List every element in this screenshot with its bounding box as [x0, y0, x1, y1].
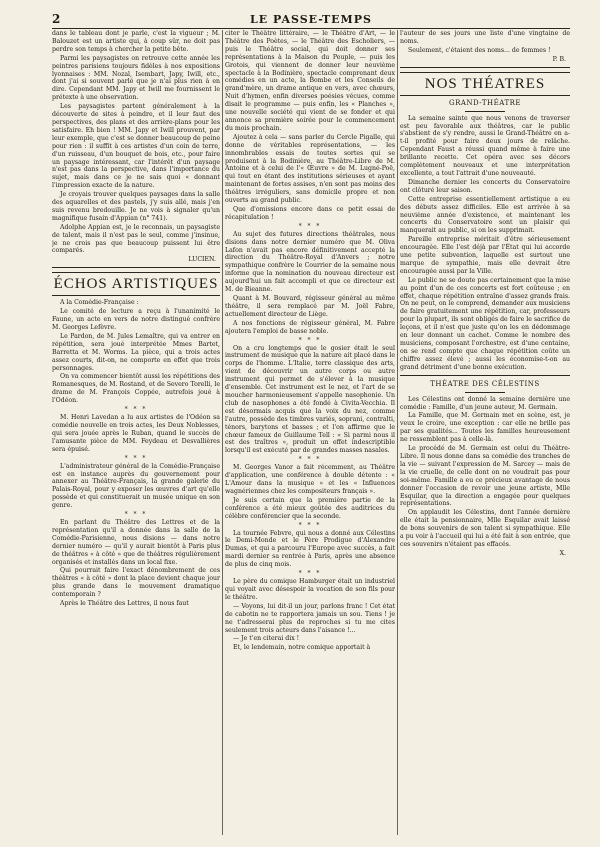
paragraph: L'administrateur général de la Comédie-Française est en instance auprès du gouvernement pour annexer au Théâtre-Français, la grande galerie du Palais-Royal, pour y exposer les œuvres d'art qu'elle possède et qui constituerait un musée unique en son genre.	[52, 462, 220, 510]
paragraph: Je croyais trouver quelques paysages dans la salle des aquarelles et des pastels, j'y suis allé, mais j'en suis revenu bredouille. Je ne vois à signaler qu'un magnifique fusain d'Appian (n° 741).	[52, 191, 220, 222]
author-signature: P. B.	[552, 55, 566, 63]
short-rule	[465, 392, 505, 393]
paragraph: Le Pardon, de M. Jules Lemaître, qui va entrer en répétition, sera joué interprétée Mmes Bartet, Barretta et M. Worms. La pièce, qui a trois actes assez courts, dit-on, ne comporte en effet que trois personnages.	[52, 332, 220, 372]
column-rule	[397, 30, 398, 835]
paragraph: La Famille, que M. Germain met en scène, est, je veux le croire, une exception : car elle ne brille pas par ses qualités... Toutes les familles heureusement ne ressemblent pas à celle-là.	[400, 412, 570, 444]
paragraph: — Je t'en citerai dix !	[233, 635, 300, 643]
paragraph: Les Célestins ont donné la semaine dernière une comédie : Famille, d'un jeune auteur, M. Germain.	[400, 395, 570, 411]
paragraph: Qui pourrait faire l'exact dénombrement de ces théâtres « à côté » dont la place devient chaque jour plus grande dans le mouvement dramatique contemporain ?	[52, 567, 220, 599]
paragraph: Adolphe Appian est, je le reconnais, un paysagiste de talent, mais il n'est pas le seul, comme j'insinue, je ne crois pas que beaucoup puissent lui être comparés.	[52, 223, 220, 255]
divider	[400, 375, 570, 376]
subsection-title-celestins: THÉATRE DES CÉLESTINS	[430, 379, 540, 388]
paragraph: M. Henri Lavedan a lu aux artistes de l'Odéon sa comédie nouvelle en trois actes, les Deux Noblesses, qui sera jouée après le Ruban, quand le succès de l'amusante pièce de MM. Feydeau et Desvallières sera épuisé.	[52, 414, 220, 453]
paragraph: Et, le lendemain, notre comique apportait à	[233, 644, 371, 652]
paragraph: Ajoutez à cela — sans parler du Cercle Pigalle, qui donne de véritables représentations, — les innombrables essais de toutes sortes qui se produisent à la Bodinière, au Théâtre-Libre de M. Antoine et à celui de l'« Œuvre » de M. Lugné-Poë, qui tout en étant des institutions sérieuses et ayant maintenant de fortes assises, n'en sont pas moins des théâtres irréguliers, sans domicile propre et non ouverts au grand public.	[225, 133, 395, 205]
paragraph: Le père du comique Hamburger était un industriel qui voyait avec désespoir la vocation de son fils pour le théâtre.	[225, 578, 395, 601]
paragraph: En parlant du Théâtre des Lettres et de la représentation qu'il a donnée dans la salle de la Comédie-Parisienne, nous disions — dans notre dernier numéro — qu'il y aurait bientôt à Paris plus de théâtres « à côté » que de théâtres régulièrement organisés et installés dans un local fixe.	[52, 519, 220, 566]
paragraph: Le procédé de M. Germain est celui du Théâtre-Libre. Il nous donne dans sa comédie des tranches de la vie — suivant l'expression de M. Sarcey — mais de la vie cruelle, de celle dont on ne voudrait pas pour soi-même. Famille a eu ce précieux avantage de nous donner l'occasion de revoir une jeune artiste, Mlle Esquilar, que la direction a engagée pour quelques représentations.	[400, 445, 570, 508]
paragraph: Quant à M. Bouvard, régisseur général au même théâtre, il sera remplacé par M. Joël Fabre, actuellement directeur de Liège.	[225, 295, 395, 318]
section-title-theatres: NOS THÉATRES	[400, 72, 570, 96]
author-signature: X.	[559, 549, 566, 557]
column-1	[52, 30, 220, 835]
column-rule	[222, 30, 223, 835]
column-2	[225, 30, 395, 835]
paragraph: On va commencer bientôt aussi les répétitions des Romanesques, de M. Rostand, et de Severo Torelli, le drame de M. François Coppée, autrefois joué à l'Odéon.	[52, 373, 220, 405]
paragraph: Au sujet des futures directions théâtrales, nous disions dans notre dernier numéro que M. Oliva Lafon n'avait pas encore définitivement accepté la direction du Théâtre-Royal d'Anvers ; notre sympathique confrère le Courrier de la semaine nous informe que la nomination du nouveau directeur est aujourd'hui un fait accompli et que ce directeur est M. de Bieanne.	[225, 230, 395, 294]
paragraph: On a cru longtemps que le gosier était le seul instrument de musique que la nature ait placé dans le corps de l'homme. L'Italie, terre classique des arts, vient de découvrir un autre corps ou autre instrument qui permet de s'élever à la musique d'ensemble. Cet instrument est le nez, et l'art de se moucher harmonieusement s'appelle nasophonie. Un club de nasophones a été fondé à Civita-Vecchia. Il est désormais acquis que la voix du nez, comme l'autre, possède des timbres variés, soprani, contralti, ténors, barytons et basses ; et l'on affirme que le chœur fameux de Guillaume Tell : « Si parmi nous il est des traîtres », produit un effet indescriptible lorsqu'il est exécuté par de grandes masses nasales.	[225, 344, 395, 455]
paragraph: La tournée Febvre, qui nous a donné aux Célestins le Demi-Monde et le Père Prodigue d'Alexandre Dumas, et qui a parcouru l'Europe avec succès, a fait mardi dernier sa rentrée à Paris, après une absence de plus de cinq mois.	[225, 529, 395, 569]
subsection-title-grand-theatre: GRAND-THÉATRE	[448, 98, 521, 107]
journal-name: LE PASSE-TEMPS	[250, 13, 372, 26]
paragraph: Que d'omissions encore dans ce petit essai de récapitulation !	[225, 205, 395, 221]
divider	[400, 67, 570, 68]
ornament-stars: * * *	[298, 456, 322, 464]
paragraph: Parmi les paysagistes on retrouve cette année les peintres parisiens toujours fidèles à nos expositions lyonnaises : MM. Nozal, Isembart, Japy, Iwill, etc., dont j'ai si souvent parlé que je n'ai plus rien à en dire. Cependant MM. Japy et Iwill me fournissent le prétexte à une observation.	[52, 54, 220, 102]
paragraph: On applaudit les Célestins, dont l'année dernière elle était la pensionnaire, Mlle Esquilar avait laissé de bons souvenirs de son talent si sympathique. Elle a pu voir à l'accueil qui lui a été fait à son entrée, que ces souvenirs n'étaient pas effacés.	[400, 509, 570, 548]
paragraph: citer le Théâtre littéraire, — le Théâtre d'Art, — le Théâtre des Poètes, — le Théâtre des Escholiers, — puis le Théâtre social, qui doit donner ses représentations à la Maison du Peuple, — puis les Grotois, qui viennent de donner leur neuvième spectacle à la Bodinière, spectacle comprenant deux comédies en un acte, la Bombe et les Conseils de grand'mère, un drame antique en vers, avec chœurs, Nuit d'hymen, enfin diverses poésies vécues, comme disait le programme — puis enfin, les « Planches », une nouvelle société qui vient de se fonder et qui annonce sa première soirée pour le commencement du mois prochain.	[225, 30, 395, 132]
ornament-stars: * * *	[124, 511, 148, 519]
paragraph: Cette entreprise essentiellement artistique a eu des débuts assez difficiles. Elle est arrivée à sa neuvième année d'existence, et maintenant les concerts du Conservatoire sont un plaisir qui manquerait au public, si on les supprimait.	[400, 195, 570, 235]
paragraph: Après le Théâtre des Lettres, il nous faut	[60, 600, 189, 608]
divider	[52, 267, 220, 268]
paragraph: La semaine sainte que nous venons de traverser est peu favorable aux théâtres, car le public s'abstient de s'y rendre, aussi le Grand-Théâtre en a-t-il profité pour faire deux jours de relâche. Cependant Faust a réussi quand même à faire une brillante recette. Cet opéra avec ses décors complètement nouveaux et une interprétation excellente, a tout l'attrait d'une nouveauté.	[400, 114, 570, 177]
paragraph: dans le tableau dont je parle, c'est la vigueur ; M. Balouzet est un artiste qui, à coup sûr, ne doit pas perdre son temps à chercher la petite bête.	[52, 30, 220, 53]
ornament-stars: * * *	[298, 570, 322, 578]
paragraph: A nos fonctions de régisseur général, M. Fabre ajoutera l'emploi de basse noble.	[225, 319, 395, 335]
paragraph: Les paysagistes partent généralement à la découverte de sites à peindre, et il leur faut des perspectives, des plans et des arrière-plans pour les satisfaire. Eh bien ! MM. Japy et Iwill prouvent, par leur exemple, que c'est se donner beaucoup de peine pour rien : il suffit à ces artistes d'un coin de terre, d'un ruisseau, d'un bouquet de bois, etc., pour faire un paysage intéressant, car l'intérêt d'un paysage n'est pas dans la perspective, dans l'importance du sujet, mais dans ce je ne sais quoi « donnant l'impression exacte de la nature.	[52, 103, 220, 190]
column-3	[400, 30, 570, 835]
paragraph: Dimanche dernier les concerts du Conservatoire ont clôturé leur saison.	[400, 178, 570, 194]
paragraph: A la Comédie-Française :	[60, 299, 139, 307]
paragraph: Pareille entreprise méritait d'être sérieusement encouragée. Elle l'est déjà par l'État qui lui accorde une petite subvention, laquelle est surtout une marque de sympathie, mais elle devrait être encouragée aussi par la Ville.	[400, 236, 570, 275]
paragraph: — Voyons, lui dit-il un jour, parlons franc ! Cet état de cabotin ne te rapportera jamais un sou. Tiens ! je ne t'adresserai plus de reproches si tu me cites seulement trois acteurs dans l'aisance !...	[225, 602, 395, 634]
ornament-stars: * * *	[298, 222, 322, 230]
ornament-stars: * * *	[298, 521, 322, 529]
page-number: 2	[52, 12, 61, 26]
paragraph: M. Georges Vanor a fait récemment, au Théâtre d'application, une conférence à double détente : « L'Amour dans la musique » et les « Influences wagnériennes chez les compositeurs français ».	[225, 464, 395, 495]
paragraph: Je suis certain que la première partie de la conférence a été mieux goûtée des auditrices du célèbre conférencier que la seconde.	[225, 496, 395, 520]
short-rule	[465, 111, 505, 112]
page-header	[52, 12, 570, 29]
ornament-stars: * * *	[298, 336, 322, 344]
paragraph: Seulement, c'étaient des noms... de femmes !	[408, 46, 551, 54]
author-signature: LUCIEN.	[188, 256, 216, 264]
paragraph: Le comité de lecture a reçu à l'unanimité le Faune, un acte en vers de notre distingué confrère M. Georges Lefèvre.	[52, 308, 220, 331]
ornament-stars: * * *	[124, 454, 148, 462]
paragraph: l'auteur de ses jours une liste d'une vingtaine de noms.	[400, 30, 570, 45]
ornament-stars: * * *	[124, 406, 148, 414]
section-title-echos: ÉCHOS ARTISTIQUES	[52, 272, 220, 296]
paragraph: Le public ne se doute pas certainement que la mise au point d'un de ces concerts est fort coûteuse ; en effet, chaque répétition entraîne d'assez grands frais. On ne peut, on le comprend, demander aux musiciens de faire gratuitement une répétition, car, professeurs pour la plupart, ils sont obligés de faire le sacrifice de leçons, et il n'est que juste qu'on les en dédommage en leur donnant un cachet. Comme le nombre des musiciens, composant l'orchestre, est d'une centaine, on se rend compte que chaque répétition coûte un chiffre assez élevé ; aussi les économise-t-on au grand détriment d'une bonne exécution.	[400, 276, 570, 371]
